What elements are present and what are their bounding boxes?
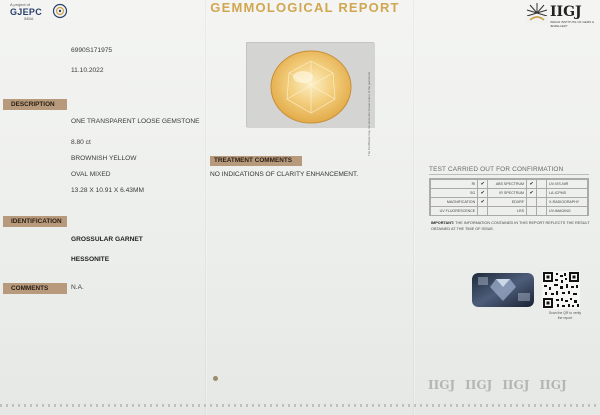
identification-heading: IDENTIFICATION	[3, 216, 67, 227]
report-title: GEMMOLOGICAL REPORT	[210, 0, 400, 15]
tests-row	[431, 198, 588, 207]
test-label: UV FLUORESCENCE	[431, 207, 478, 216]
test-label: ABS SPECTRUM	[488, 180, 527, 189]
gemstone-image	[247, 43, 375, 128]
divider	[429, 174, 589, 175]
test-label: IR SPECTRUM	[488, 189, 527, 198]
item-value: ONE TRANSPARENT LOOSE GEMSTONE	[71, 118, 200, 125]
test-checkbox: ✔	[527, 180, 537, 189]
tests-title: TEST CARRIED OUT FOR CONFIRMATION	[429, 166, 564, 173]
fold-line	[413, 0, 415, 415]
important-text: THE INFORMATION CONTAINED IN THIS REPORT REFLECTS THE RESULT OBTAINED AT THE TIME OF ISSUE.	[431, 221, 590, 231]
tests-row	[431, 207, 588, 216]
test-label: X-RADIOGRAPHY	[547, 198, 588, 207]
description-heading: DESCRIPTION	[3, 99, 67, 110]
security-hologram	[472, 273, 534, 307]
test-label: UV-VIS-NIR	[547, 180, 588, 189]
qr-caption: Scan the QR to verify the report	[548, 311, 582, 320]
treatment-heading: TREATMENT COMMENTS	[210, 156, 302, 166]
iigj-sun-icon	[526, 2, 548, 24]
date-value: 11.10.2022	[71, 67, 104, 74]
group-value: GROSSULAR GARNET	[71, 236, 143, 243]
test-checkbox	[537, 207, 547, 216]
test-label: LA-ICPMS	[547, 189, 588, 198]
test-label: EDXRF	[488, 198, 527, 207]
qr-code[interactable]	[542, 271, 580, 309]
important-label: IMPORTANT:	[431, 221, 455, 225]
perforation-line	[0, 404, 600, 407]
gjepc-logo	[10, 2, 66, 22]
variety-value: HESSONITE	[71, 256, 110, 263]
iigj-watermark: IIGJ	[539, 378, 567, 392]
test-checkbox	[537, 180, 547, 189]
ink-spot	[213, 376, 218, 381]
iigj-watermark: IIGJ	[502, 378, 530, 392]
test-checkbox: ✔	[527, 189, 537, 198]
test-checkbox	[527, 207, 537, 216]
iigj-watermark: IIGJ	[428, 378, 456, 392]
comments-value: N.A.	[71, 284, 84, 291]
weight-value: 8.80 ct	[71, 139, 91, 146]
tests-row	[431, 180, 588, 189]
gjepc-tagline: A project of	[10, 2, 31, 7]
test-checkbox	[527, 198, 537, 207]
test-checkbox	[478, 207, 488, 216]
gjepc-emblem-icon	[52, 3, 68, 19]
tests-grid	[429, 178, 589, 216]
test-checkbox: ✔	[478, 180, 488, 189]
treatment-text: NO INDICATIONS OF CLARITY ENHANCEMENT.	[210, 171, 359, 178]
test-label: LRS	[488, 207, 527, 216]
test-checkbox	[537, 198, 547, 207]
colour-value: BROWNISH YELLOW	[71, 155, 137, 162]
test-checkbox	[537, 189, 547, 198]
test-checkbox: ✔	[478, 198, 488, 207]
fold-line	[205, 0, 207, 415]
comments-heading: COMMENTS	[3, 283, 67, 294]
tests-row	[431, 189, 588, 198]
gem-photo	[246, 42, 374, 127]
iigj-subtitle: INDIAN INSTITUTE OF GEMS & JEWELLERY	[550, 20, 595, 28]
test-label: UV-IMAGING	[547, 207, 588, 216]
test-label: RI	[431, 180, 478, 189]
footer-watermark	[428, 378, 600, 398]
gjepc-country: INDIA	[24, 17, 34, 21]
test-label: MAGNIFICATION	[431, 198, 478, 207]
measurements-value: 13.28 X 10.91 X 6.43MM	[71, 187, 144, 194]
gjepc-name: GJEPC	[10, 7, 43, 17]
important-note	[431, 220, 591, 232]
photo-caption: The Certificate may not show the Actual colour of the gemstone	[367, 71, 371, 156]
test-checkbox: ✔	[478, 189, 488, 198]
test-label: SG	[431, 189, 478, 198]
report-number-value: 6990S171975	[71, 47, 113, 54]
iigj-name: IIGJ	[550, 4, 582, 20]
shape-value: OVAL MIXED	[71, 171, 111, 178]
iigj-logo	[526, 2, 596, 26]
iigj-watermark: IIGJ	[465, 378, 493, 392]
